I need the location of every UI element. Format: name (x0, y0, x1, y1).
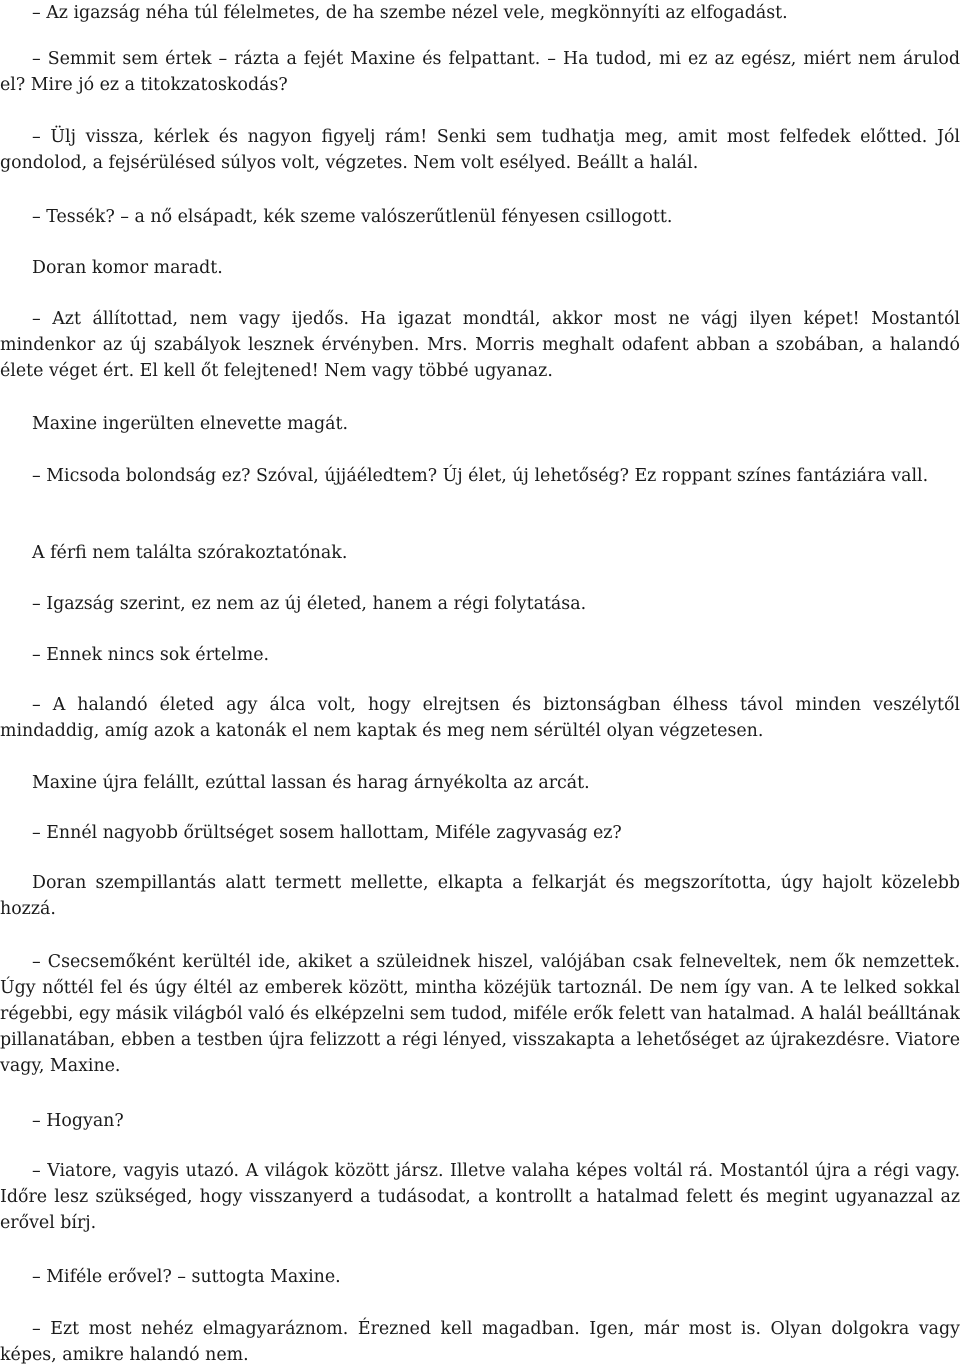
paragraph: Maxine ingerülten elnevette magát. (32, 414, 348, 434)
paragraph: – Hogyan? (32, 1111, 124, 1131)
paragraph: – Az igazság néha túl félelmetes, de ha szembe nézel vele, megkönnyíti az elfogadást. (32, 3, 788, 23)
paragraph: – Miféle erővel? – suttogta Maxine. (32, 1267, 341, 1287)
paragraph: – Igazság szerint, ez nem az új életed, hanem a régi folytatása. (32, 594, 587, 614)
paragraph: A férfi nem találta szórakoztatónak. (32, 543, 348, 563)
paragraph: Doran komor maradt. (32, 258, 223, 278)
paragraph: – Azt állítottad, nem vagy ijedős. Ha igazat mondtál, akkor most ne vágj ilyen képet! Mostantól mindenkor az új szabályok lesznek érvényben. Mrs. Morris meghalt odafent abban a szobában, a halandó élete véget ért. El kell őt felejtened! Nem vagy többé ugyanaz. (0, 309, 960, 381)
paragraph: – Csecsemőként kerültél ide, akiket a szüleidnek hiszel, valójában csak felneveltek, nem ők nemzettek. Úgy nőttél fel és úgy éltél az emberek között, mintha közéjük tartoznál. De nem így van. A te lelked sokkal régebbi, egy másik világból való és elképzelni sem tudod, miféle erők felett van hatalmad. A halál beálltának pillanatában, ebben a testben újra felizzott a régi lényed, visszakapta a lehetőséget az újrakezdésre. Viatore vagy, Maxine. (0, 952, 960, 1076)
paragraph: – Ennél nagyobb őrültséget sosem hallottam, Miféle zagyvaság ez? (32, 823, 622, 843)
paragraph: – Semmit sem értek – rázta a fejét Maxine és felpattant. – Ha tudod, mi ez az egész, miért nem árulod el? Mire jó ez a titokzatoskodás? (0, 49, 960, 95)
paragraph: – Ennek nincs sok értelme. (32, 645, 270, 665)
paragraph: – A halandó életed agy álca volt, hogy elrejtsen és biztonságban élhess távol minden veszélytől mindaddig, amíg azok a katonák el nem kaptak és meg nem sérültél olyan végzetesen. (0, 695, 960, 741)
paragraph: – Viatore, vagyis utazó. A világok között jársz. Illetve valaha képes voltál rá. Mostantól újra a régi vagy. Időre lesz szükséged, hogy visszanyerd a tudásodat, a kontrollt a hatalmad felett és megint ugyanazzal az erővel bírj. (0, 1161, 960, 1233)
paragraph: – Ülj vissza, kérlek és nagyon figyelj rám! Senki sem tudhatja meg, amit most felfedek előtted. Jól gondolod, a fejsérülésed súlyos volt, végzetes. Nem volt esélyed. Beállt a halál. (0, 127, 960, 173)
paragraph: – Tessék? – a nő elsápadt, kék szeme valószerűtlenül fényesen csillogott. (32, 207, 673, 227)
paragraph: Doran szempillantás alatt termett mellette, elkapta a felkarját és megszorította, úgy hajolt közelebb hozzá. (0, 873, 960, 919)
paragraph: – Micsoda bolondság ez? Szóval, újjáéledtem? Új élet, új lehetőség? Ez roppant színes fantáziára vall. (32, 466, 929, 486)
paragraph: – Ezt most nehéz elmagyaráznom. Érezned kell magadban. Igen, már most is. Olyan dolgokra vagy képes, amikre halandó nem. (0, 1319, 960, 1365)
paragraph: Maxine újra felállt, ezúttal lassan és harag árnyékolta az arcát. (32, 773, 590, 793)
